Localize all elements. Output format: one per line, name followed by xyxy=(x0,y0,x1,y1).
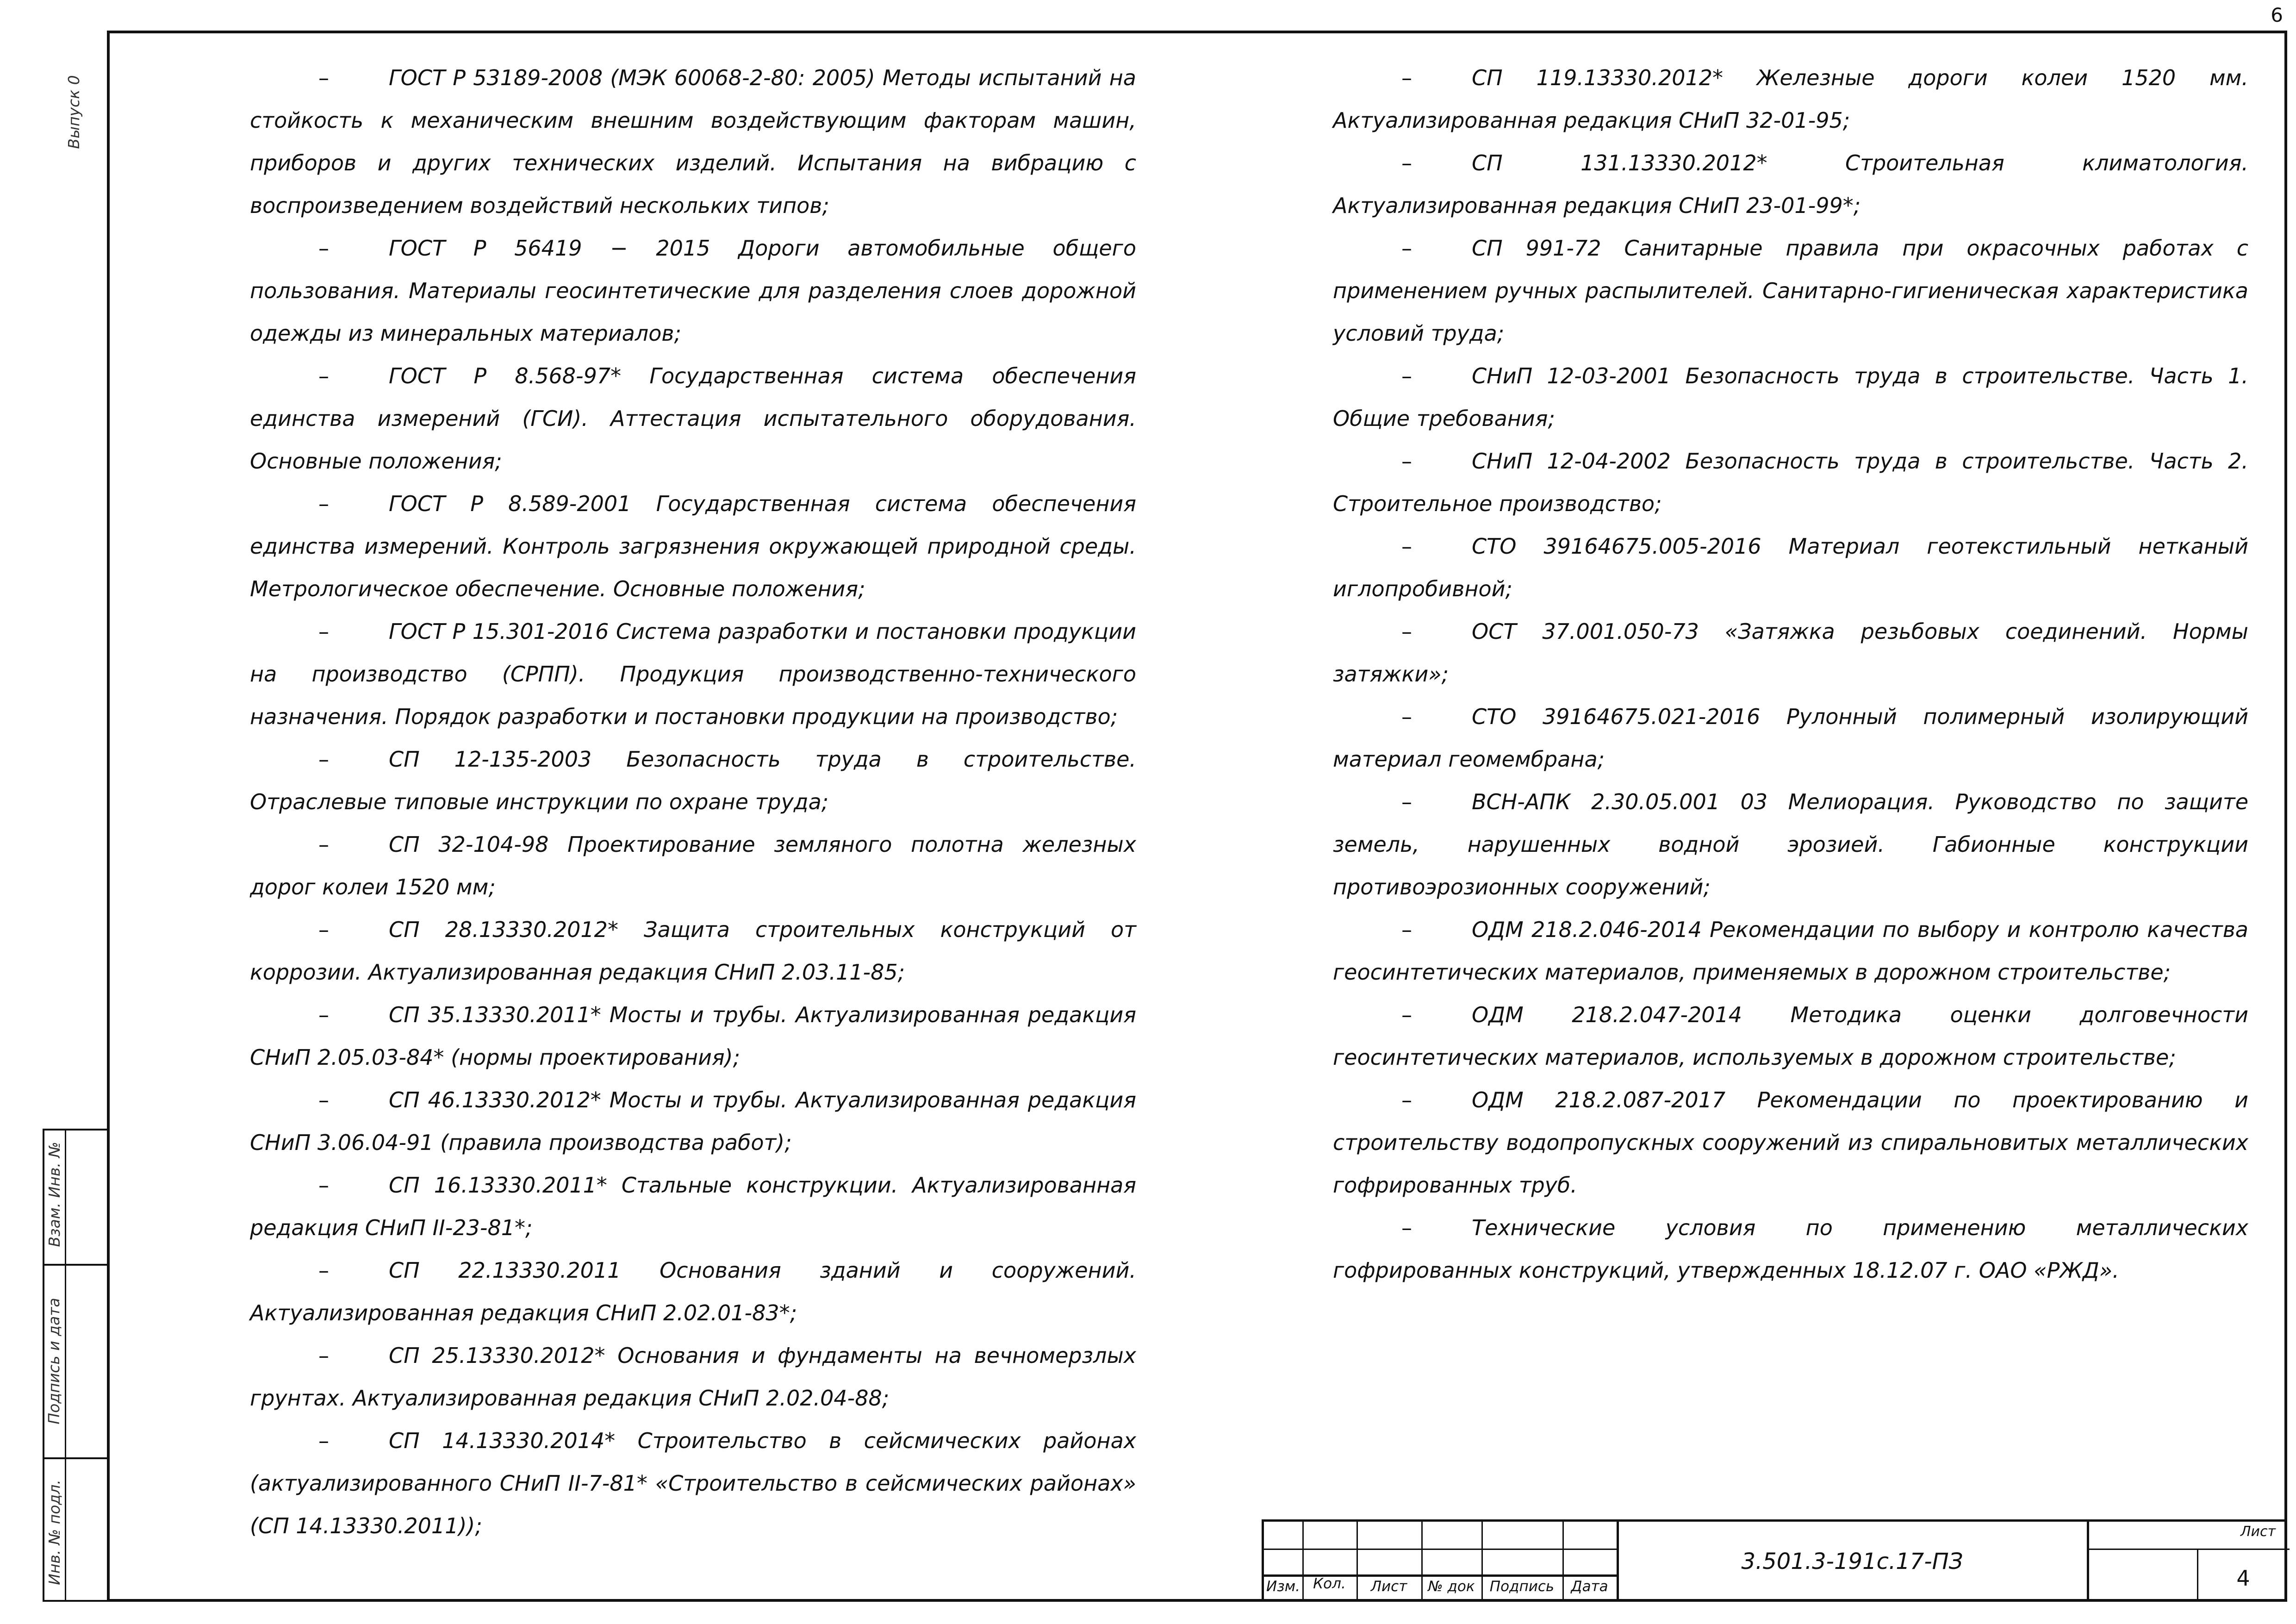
left-column xyxy=(250,56,1136,1547)
issue-label: Выпуск 0 xyxy=(65,75,83,149)
list-item: – ГОСТ Р 8.568-97* Государственная система обеспечения единства измерений (ГСИ). Аттестация испытательного оборудования. Основные положения; xyxy=(250,363,1136,474)
list-item: – СП 131.13330.2012* Строительная климатология. Актуализированная редакция СНиП 23-01-99*; xyxy=(1333,150,2248,218)
col-header-list: Лист xyxy=(1370,1578,1407,1595)
list-item: – ОДМ 218.2.047-2014 Методика оценки долговечности геосинтетических материалов, используемых в дорожном строительстве; xyxy=(1333,1002,2248,1070)
inv-podl-label: Инв. № подл. xyxy=(45,1480,63,1585)
col-header-data: Дата xyxy=(1571,1578,1608,1595)
list-item: – СП 25.13330.2012* Основания и фундаменты на вечномерзлых грунтах. Актуализированная редакция СНиП 2.02.04-88; xyxy=(250,1343,1136,1411)
list-item: – СТО 39164675.021-2016 Рулонный полимерный изолирующий материал геомембрана; xyxy=(1333,704,2248,772)
col-header-podpis: Подпись xyxy=(1489,1578,1555,1595)
list-item: – Технические условия по применению металлических гофрированных конструкций, утвержденных 18.12.07 г. ОАО «РЖД». xyxy=(1333,1215,2248,1283)
list-item: – ГОСТ Р 56419 − 2015 Дороги автомобильные общего пользования. Материалы геосинтетические для разделения слоев дорожной одежды из минеральных материалов; xyxy=(250,236,1136,346)
list-item: – СП 991-72 Санитарные правила при окрасочных работах с применением ручных распылителей. Санитарно-гигиеническая характеристика условий труда; xyxy=(1333,236,2248,346)
list-item: – ГОСТ Р 8.589-2001 Государственная система обеспечения единства измерений. Контроль загрязнения окружающей природной среды. Метрологическое обеспечение. Основные положения; xyxy=(250,491,1136,601)
list-item: – СП 119.13330.2012* Железные дороги колеи 1520 мм. Актуализированная редакция СНиП 32-01-95; xyxy=(1333,65,2248,133)
list-item: – СП 14.13330.2014* Строительство в сейсмических районах (актуализированного СНиП II-7-81* «Строительство в сейсмических районах» (СП 14.13330.2011)); xyxy=(250,1428,1136,1538)
col-header-izm: Изм. xyxy=(1266,1578,1300,1595)
list-item: – ГОСТ Р 15.301-2016 Система разработки и постановки продукции на производство (СРПП). Продукция производственно-технического назначения. Порядок разработки и постановки продукции на производство; xyxy=(250,619,1136,729)
list-item: – СП 28.13330.2012* Защита строительных конструкций от коррозии. Актуализированная редакция СНиП 2.03.11-85; xyxy=(250,917,1136,985)
list-item: – СП 35.13330.2011* Мосты и трубы. Актуализированная редакция СНиП 2.05.03-84* (нормы проектирования); xyxy=(250,1002,1136,1070)
list-item: – ОСТ 37.001.050-73 «Затяжка резьбовых соединений. Нормы затяжки»; xyxy=(1333,619,2248,687)
list-item: – СП 16.13330.2011* Стальные конструкции. Актуализированная редакция СНиП II-23-81*; xyxy=(250,1173,1136,1240)
list-item: – СНиП 12-03-2001 Безопасность труда в строительстве. Часть 1. Общие требования; xyxy=(1333,363,2248,431)
list-item: – ВСН-АПК 2.30.05.001 03 Мелиорация. Руководство по защите земель, нарушенных водной эрозией. Габионные конструкции противоэрозионных сооружений; xyxy=(1333,789,2248,899)
vzam-inv-label: Взам. Инв. № xyxy=(45,1142,63,1247)
list-item: – СП 22.13330.2011 Основания зданий и сооружений. Актуализированная редакция СНиП 2.02.01-83*; xyxy=(250,1258,1136,1325)
col-header-ndok: № док xyxy=(1428,1578,1475,1595)
list-item: – СНиП 12-04-2002 Безопасность труда в строительстве. Часть 2. Строительное производство; xyxy=(1333,449,2248,516)
right-column xyxy=(1333,56,2248,1292)
col-header-kol: Кол. xyxy=(1313,1575,1346,1592)
list-item: – ГОСТ Р 53189-2008 (МЭК 60068-2-80: 2005) Методы испытаний на стойкость к механическим внешним воздействующим факторам машин, приборов и других технических изделий. Испытания на вибрацию с воспроизведением воздействий нескольких типов; xyxy=(250,65,1136,218)
list-item: – СП 32-104-98 Проектирование земляного полотна железных дорог колеи 1520 мм; xyxy=(250,832,1136,899)
sheet-number: 4 xyxy=(2236,1566,2250,1591)
document-code: 3.501.3-191с.17-ПЗ xyxy=(1741,1549,1963,1574)
page-top-number: 6 xyxy=(2271,4,2283,26)
sheet-label: Лист xyxy=(2240,1524,2276,1540)
list-item: – ОДМ 218.2.087-2017 Рекомендации по проектированию и строительству водопропускных сооружений из спиральновитых металлических гофрированных труб. xyxy=(1333,1087,2248,1198)
podpis-data-label: Подпись и дата xyxy=(45,1298,63,1424)
list-item: – ОДМ 218.2.046-2014 Рекомендации по выбору и контролю качества геосинтетических материалов, применяемых в дорожном строительстве; xyxy=(1333,917,2248,985)
list-item: – СП 46.13330.2012* Мосты и трубы. Актуализированная редакция СНиП 3.06.04-91 (правила производства работ); xyxy=(250,1087,1136,1155)
list-item: – СТО 39164675.005-2016 Материал геотекстильный нетканый иглопробивной; xyxy=(1333,534,2248,601)
title-block xyxy=(1262,1519,2287,1602)
list-item: – СП 12-135-2003 Безопасность труда в строительстве. Отраслевые типовые инструкции по охране труда; xyxy=(250,747,1136,814)
